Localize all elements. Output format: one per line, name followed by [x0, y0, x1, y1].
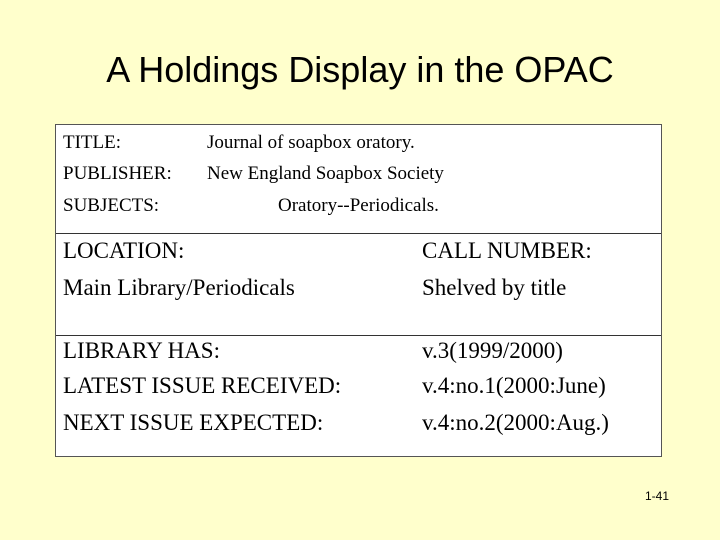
library-has-value: v.3(1999/2000)	[422, 338, 563, 363]
title-label: TITLE:	[63, 132, 122, 153]
library-has-label: LIBRARY HAS:	[63, 338, 220, 363]
next-issue-value: v.4:no.2(2000:Aug.)	[422, 410, 609, 435]
call-number-label: CALL NUMBER:	[422, 238, 592, 263]
call-number-value: Shelved by title	[422, 275, 567, 300]
publisher-value: New England Soapbox Society	[207, 163, 444, 184]
latest-issue-value: v.4:no.1(2000:June)	[422, 373, 606, 398]
divider-line	[56, 233, 661, 234]
slide-number: 1-41	[645, 489, 670, 503]
holdings-record	[55, 124, 662, 457]
location-value: Main Library/Periodicals	[63, 275, 295, 300]
next-issue-label: NEXT ISSUE EXPECTED:	[63, 410, 324, 435]
title-value: Journal of soapbox oratory.	[207, 132, 415, 153]
location-label: LOCATION:	[63, 238, 185, 263]
publisher-label: PUBLISHER:	[63, 163, 172, 184]
slide-title: A Holdings Display in the OPAC	[106, 49, 614, 90]
subjects-label: SUBJECTS:	[63, 195, 160, 216]
subjects-value: Oratory--Periodicals.	[278, 195, 439, 216]
latest-issue-label: LATEST ISSUE RECEIVED:	[63, 373, 342, 398]
